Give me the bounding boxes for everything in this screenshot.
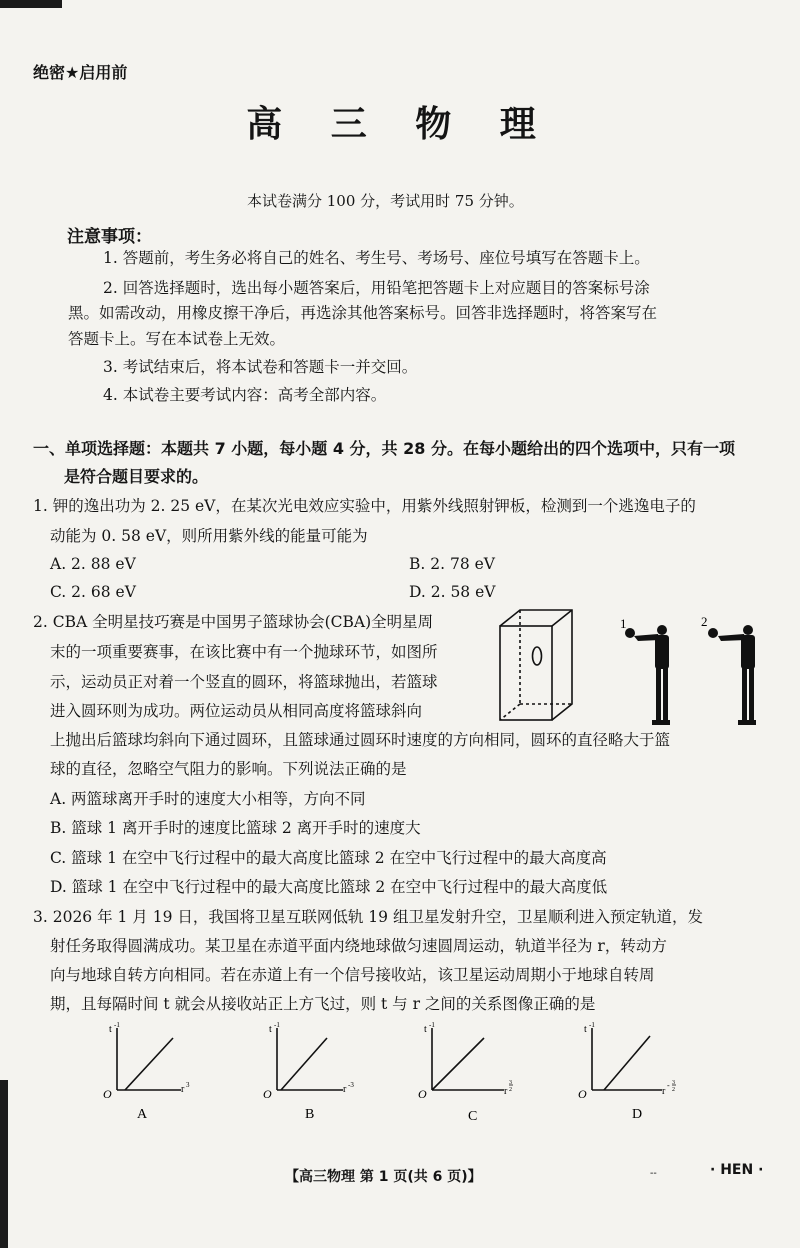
q3-stem-line-2: 射任务取得圆满成功。某卫星在赤道平面内绕地球做匀速圆周运动，轨道半径为 r，转动方	[50, 937, 667, 955]
q2-stem-line-1: 2. CBA 全明星技巧赛是中国男子篮球协会(CBA)全明星周	[33, 613, 434, 631]
q3-stem-line-3: 向与地球自转方向相同。若在赤道上有一个信号接收站，该卫星运动周期小于地球自转周	[50, 966, 655, 984]
section-heading-line-1: 一、单项选择题：本题共 7 小题，每小题 4 分，共 28 分。在每小题给出的四个选项中，只有一项	[33, 439, 735, 458]
notice-line-1: 1. 答题前，考生务必将自己的姓名、考生号、考场号、座位号填写在答题卡上。	[103, 249, 650, 267]
q2-stem-line-3: 示，运动员正对着一个竖直的圆环，将篮球抛出，若篮球	[50, 673, 438, 691]
q2-option-b: B. 篮球 1 离开手时的速度比篮球 2 离开手时的速度大	[50, 819, 421, 837]
player-1	[634, 625, 670, 725]
svg-text:O: O	[418, 1087, 427, 1101]
svg-text:3: 3	[186, 1081, 190, 1089]
svg-text:t: t	[269, 1024, 272, 1035]
graph-b	[255, 1018, 385, 1130]
svg-text:-: -	[667, 1081, 670, 1090]
footer-page-info: 【高三物理 第 1 页(共 6 页)】	[285, 1169, 482, 1185]
q2-option-a: A. 两篮球离开手时的速度大小相等，方向不同	[50, 790, 366, 808]
svg-text:-1: -1	[274, 1021, 280, 1029]
q1-option-d: D. 2. 58 eV	[409, 583, 496, 601]
ball-1	[625, 628, 635, 638]
q2-stem-line-6: 球的直径，忽略空气阻力的影响。下列说法正确的是	[50, 760, 407, 778]
svg-text:t: t	[424, 1024, 427, 1035]
ball-1-label: 1	[620, 616, 627, 631]
q2-stem-line-2: 末的一项重要赛事，在该比赛中有一个抛球环节，如图所	[50, 643, 438, 661]
notice-heading: 注意事项：	[67, 227, 152, 247]
svg-text:r: r	[662, 1086, 666, 1097]
q1-stem-line-2: 动能为 0. 58 eV，则所用紫外线的能量可能为	[50, 527, 368, 545]
scan-edge-top	[0, 0, 62, 8]
q2-option-d: D. 篮球 1 在空中飞行过程中的最大高度比篮球 2 在空中飞行过程中的最大高度低	[50, 878, 608, 896]
hoop-box-figure	[496, 606, 576, 724]
ball-2-label: 2	[701, 614, 708, 629]
svg-text:t: t	[109, 1024, 112, 1035]
graph-d	[570, 1018, 700, 1130]
q3-stem-line-1: 3. 2026 年 1 月 19 日，我国将卫星互联网低轨 19 组卫星发射升空，卫星顺利进入预定轨道，发	[33, 908, 703, 926]
svg-text:r: r	[504, 1086, 508, 1097]
svg-text:-1: -1	[429, 1021, 435, 1029]
svg-text:r: r	[181, 1084, 185, 1095]
q2-stem-line-5: 上抛出后篮球均斜向下通过圆环，且篮球通过圆环时速度的方向相同，圆环的直径略大于篮	[50, 731, 671, 749]
svg-text:-1: -1	[589, 1021, 595, 1029]
q1-option-b: B. 2. 78 eV	[409, 555, 495, 573]
svg-text:-3: -3	[348, 1081, 354, 1089]
notice-line-4: 答题卡上。写在本试卷上无效。	[68, 330, 286, 348]
q3-stem-line-4: 期，且每隔时间 t 就会从接收站正上方飞过，则 t 与 r 之间的关系图像正确的是	[50, 995, 596, 1013]
svg-text:-1: -1	[114, 1021, 120, 1029]
notice-line-5: 3. 考试结束后，将本试卷和答题卡一并交回。	[103, 358, 418, 376]
graph-c-label: C	[468, 1109, 478, 1124]
q2-option-c: C. 篮球 1 在空中飞行过程中的最大高度比篮球 2 在空中飞行过程中的最大高度高	[50, 849, 607, 867]
graph-b-label: B	[305, 1107, 315, 1122]
graph-a-label: A	[137, 1107, 148, 1122]
notice-line-2: 2. 回答选择题时，选出每小题答案后，用铅笔把答题卡上对应题目的答案标号涂	[103, 279, 650, 297]
scan-edge-left	[0, 1080, 8, 1248]
q1-stem-line-1: 1. 钾的逸出功为 2. 25 eV，在某次光电效应实验中，用紫外线照射钾板，检测到一个逃逸电子的	[33, 497, 696, 515]
section-heading-line-2: 是符合题目要求的。	[64, 467, 209, 486]
footer-dash: --	[650, 1168, 657, 1179]
graph-a	[95, 1018, 225, 1130]
svg-text:2: 2	[672, 1087, 675, 1093]
svg-text:O: O	[263, 1087, 272, 1101]
q1-option-c: C. 2. 68 eV	[50, 583, 136, 601]
notice-line-6: 4. 本试卷主要考试内容：高考全部内容。	[103, 386, 387, 404]
footer-code: · HEN ·	[710, 1162, 764, 1178]
graph-c	[410, 1018, 540, 1130]
player-2	[718, 625, 756, 725]
svg-text:r: r	[343, 1084, 347, 1095]
q1-option-a: A. 2. 88 eV	[50, 555, 136, 573]
svg-text:3: 3	[509, 1080, 512, 1086]
exam-subtitle: 本试卷满分 100 分，考试用时 75 分钟。	[247, 192, 524, 210]
svg-text:O: O	[103, 1087, 112, 1101]
players-figure	[608, 606, 788, 732]
svg-text:O: O	[578, 1087, 587, 1101]
notice-line-3: 黑。如需改动，用橡皮擦干净后，再选涂其他答案标号。回答非选择题时，将答案写在	[68, 304, 658, 322]
svg-text:2: 2	[509, 1087, 512, 1093]
svg-text:3: 3	[672, 1080, 675, 1086]
q2-stem-line-4: 进入圆环则为成功。两位运动员从相同高度将篮球斜向	[50, 702, 423, 720]
secret-label: 绝密★启用前	[33, 63, 128, 82]
graph-d-label: D	[632, 1107, 643, 1122]
ball-2	[708, 628, 718, 638]
svg-text:t: t	[584, 1024, 587, 1035]
page-title: 高 三 物 理	[246, 104, 554, 145]
